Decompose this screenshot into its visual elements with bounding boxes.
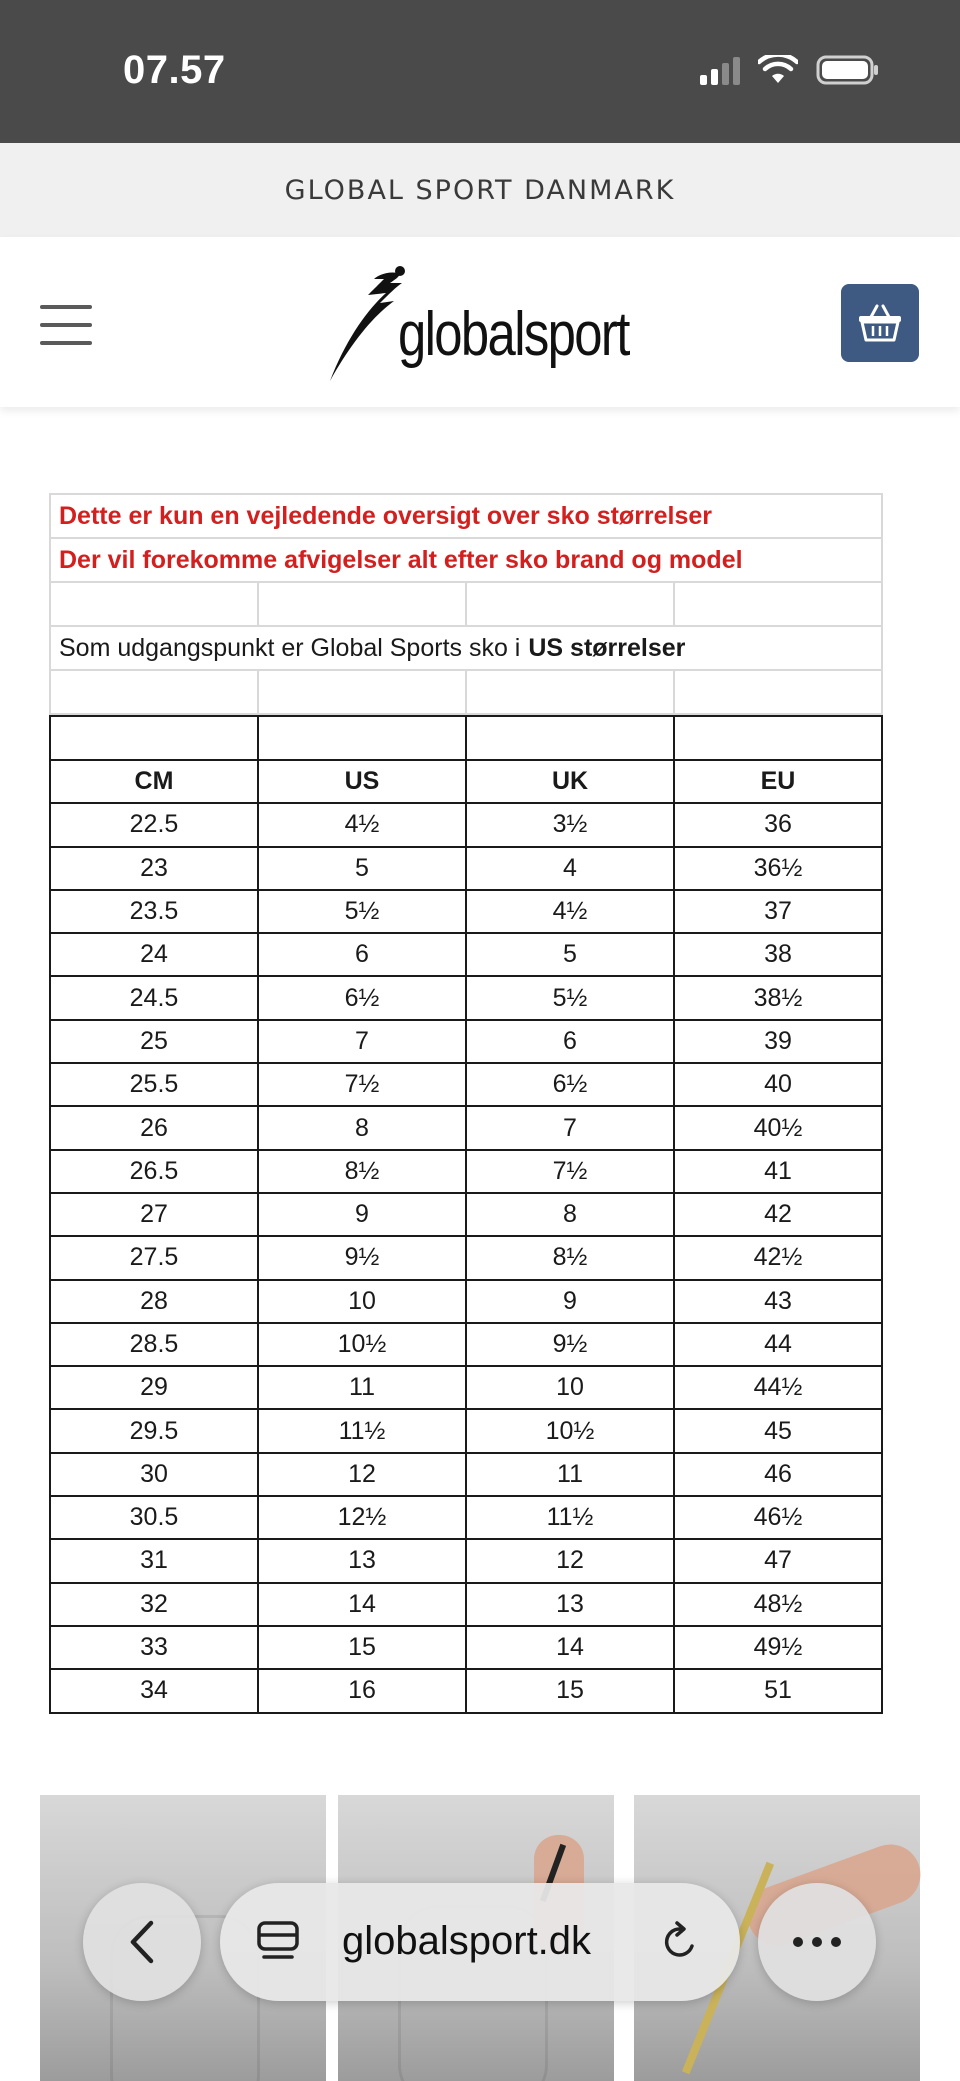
- size-cell-eu: 40½: [674, 1106, 882, 1149]
- size-cell-eu: 44½: [674, 1366, 882, 1409]
- size-cell-us: 12: [258, 1453, 466, 1496]
- size-table: [49, 715, 883, 1714]
- logo-text: globalsport: [398, 300, 629, 369]
- table-row: [50, 1626, 882, 1669]
- size-note-prefix: Som udgangspunkt er Global Sports sko i: [59, 633, 521, 662]
- url-text[interactable]: globalsport.dk: [342, 1919, 592, 1963]
- size-cell-uk: 15: [466, 1669, 674, 1712]
- size-cell-uk: 9: [466, 1280, 674, 1323]
- table-row: [50, 1669, 882, 1712]
- size-cell-us: 14: [258, 1583, 466, 1626]
- size-cell-eu: 36: [674, 803, 882, 846]
- column-header-cm: CM: [50, 760, 258, 803]
- table-row: [50, 933, 882, 976]
- size-cell-us: 6½: [258, 976, 466, 1019]
- size-cell-us: 4½: [258, 803, 466, 846]
- status-bar: [0, 0, 960, 143]
- table-row: [50, 1106, 882, 1149]
- globalsport-logo[interactable]: [328, 265, 628, 385]
- table-row: [50, 976, 882, 1019]
- size-cell-cm: 30.5: [50, 1496, 258, 1539]
- table-row: [50, 1323, 882, 1366]
- table-row: [50, 1409, 882, 1452]
- size-cell-eu: 36½: [674, 847, 882, 890]
- basket-icon: [857, 303, 903, 343]
- size-cell-cm: 24.5: [50, 976, 258, 1019]
- size-cell-cm: 32: [50, 1583, 258, 1626]
- back-button[interactable]: [83, 1883, 201, 2001]
- size-cell-us: 16: [258, 1669, 466, 1712]
- size-cell-eu: 48½: [674, 1583, 882, 1626]
- size-cell-uk: 14: [466, 1626, 674, 1669]
- size-cell-eu: 46: [674, 1453, 882, 1496]
- size-cell-eu: 40: [674, 1063, 882, 1106]
- size-chart: [49, 493, 883, 1714]
- size-cell-eu: 39: [674, 1020, 882, 1063]
- notice-line-2: Der vil forekomme afvigelser alt efter sko brand og model: [51, 539, 881, 583]
- size-cell-uk: 11½: [466, 1496, 674, 1539]
- table-row: [50, 1539, 882, 1582]
- reload-icon[interactable]: [658, 1920, 702, 1964]
- status-time: 07.57: [123, 48, 226, 92]
- site-banner-text: GLOBAL SPORT DANMARK: [284, 174, 676, 206]
- table-row: [50, 1063, 882, 1106]
- size-cell-eu: 47: [674, 1539, 882, 1582]
- size-cell-uk: 9½: [466, 1323, 674, 1366]
- size-cell-us: 11½: [258, 1409, 466, 1452]
- size-cell-eu: 42: [674, 1193, 882, 1236]
- size-cell-cm: 25.5: [50, 1063, 258, 1106]
- size-chart-notice: [49, 493, 883, 715]
- size-cell-cm: 26: [50, 1106, 258, 1149]
- size-cell-uk: 4½: [466, 890, 674, 933]
- table-row: [50, 803, 882, 846]
- table-header-row: [50, 760, 882, 803]
- size-cell-us: 7½: [258, 1063, 466, 1106]
- size-rows: [50, 803, 882, 1712]
- column-header-uk: UK: [466, 760, 674, 803]
- size-cell-uk: 5½: [466, 976, 674, 1019]
- reader-tabs-icon[interactable]: [256, 1920, 300, 1964]
- empty-grid-row: [51, 671, 881, 715]
- cellular-signal-icon: [700, 55, 740, 85]
- size-cell-us: 12½: [258, 1496, 466, 1539]
- size-cell-eu: 43: [674, 1280, 882, 1323]
- size-note-bold: US størrelser: [528, 633, 686, 662]
- size-cell-cm: 30: [50, 1453, 258, 1496]
- hamburger-menu-icon[interactable]: [40, 305, 92, 345]
- table-row: [50, 1020, 882, 1063]
- size-cell-eu: 49½: [674, 1626, 882, 1669]
- more-dots-icon: [792, 1936, 842, 1948]
- column-header-us: US: [258, 760, 466, 803]
- size-cell-cm: 25: [50, 1020, 258, 1063]
- size-cell-us: 5½: [258, 890, 466, 933]
- size-cell-us: 8½: [258, 1150, 466, 1193]
- size-cell-eu: 38½: [674, 976, 882, 1019]
- column-header-eu: EU: [674, 760, 882, 803]
- size-cell-cm: 23: [50, 847, 258, 890]
- size-cell-us: 7: [258, 1020, 466, 1063]
- size-cell-cm: 34: [50, 1669, 258, 1712]
- size-cell-cm: 29: [50, 1366, 258, 1409]
- notice-line-1: Dette er kun en vejledende oversigt over sko størrelser: [51, 495, 881, 539]
- size-cell-eu: 44: [674, 1323, 882, 1366]
- size-cell-cm: 26.5: [50, 1150, 258, 1193]
- empty-grid-row: [51, 583, 881, 627]
- size-cell-eu: 45: [674, 1409, 882, 1452]
- size-cell-uk: 3½: [466, 803, 674, 846]
- size-cell-uk: 6½: [466, 1063, 674, 1106]
- size-cell-eu: 51: [674, 1669, 882, 1712]
- size-cell-uk: 5: [466, 933, 674, 976]
- size-cell-us: 15: [258, 1626, 466, 1669]
- size-cell-cm: 28.5: [50, 1323, 258, 1366]
- size-cell-uk: 13: [466, 1583, 674, 1626]
- cart-button[interactable]: [841, 284, 919, 362]
- table-row: [50, 847, 882, 890]
- wifi-icon: [758, 55, 798, 85]
- size-cell-us: 5: [258, 847, 466, 890]
- site-header: [0, 237, 960, 407]
- table-row: [50, 1496, 882, 1539]
- size-cell-eu: 41: [674, 1150, 882, 1193]
- size-cell-uk: 12: [466, 1539, 674, 1582]
- size-cell-eu: 38: [674, 933, 882, 976]
- table-row: [50, 1193, 882, 1236]
- table-row: [50, 1583, 882, 1626]
- size-cell-us: 6: [258, 933, 466, 976]
- table-row: [50, 1236, 882, 1279]
- table-row: [50, 1366, 882, 1409]
- browser-toolbar: [0, 1870, 960, 2081]
- size-cell-eu: 46½: [674, 1496, 882, 1539]
- battery-icon: [816, 54, 880, 86]
- size-note: [51, 627, 881, 671]
- size-cell-cm: 24: [50, 933, 258, 976]
- size-cell-us: 8: [258, 1106, 466, 1149]
- more-button[interactable]: [758, 1883, 876, 2001]
- size-cell-us: 13: [258, 1539, 466, 1582]
- table-blank-row: [50, 716, 882, 760]
- size-cell-cm: 27: [50, 1193, 258, 1236]
- size-cell-uk: 11: [466, 1453, 674, 1496]
- table-row: [50, 1453, 882, 1496]
- size-cell-uk: 7: [466, 1106, 674, 1149]
- table-row: [50, 890, 882, 933]
- size-cell-uk: 6: [466, 1020, 674, 1063]
- size-cell-us: 11: [258, 1366, 466, 1409]
- size-cell-uk: 10½: [466, 1409, 674, 1452]
- size-cell-us: 10½: [258, 1323, 466, 1366]
- status-icons: [700, 52, 880, 88]
- size-cell-uk: 8½: [466, 1236, 674, 1279]
- size-cell-us: 9½: [258, 1236, 466, 1279]
- back-chevron-icon: [127, 1919, 157, 1965]
- address-bar[interactable]: [220, 1883, 740, 2001]
- size-cell-cm: 23.5: [50, 890, 258, 933]
- size-cell-cm: 22.5: [50, 803, 258, 846]
- size-cell-cm: 28: [50, 1280, 258, 1323]
- size-cell-eu: 42½: [674, 1236, 882, 1279]
- size-cell-eu: 37: [674, 890, 882, 933]
- size-cell-uk: 8: [466, 1193, 674, 1236]
- size-cell-cm: 27.5: [50, 1236, 258, 1279]
- size-cell-cm: 29.5: [50, 1409, 258, 1452]
- size-cell-uk: 7½: [466, 1150, 674, 1193]
- size-cell-us: 9: [258, 1193, 466, 1236]
- size-cell-cm: 33: [50, 1626, 258, 1669]
- table-row: [50, 1280, 882, 1323]
- table-row: [50, 1150, 882, 1193]
- site-banner: [0, 143, 960, 237]
- size-cell-uk: 10: [466, 1366, 674, 1409]
- size-cell-cm: 31: [50, 1539, 258, 1582]
- size-cell-uk: 4: [466, 847, 674, 890]
- size-cell-us: 10: [258, 1280, 466, 1323]
